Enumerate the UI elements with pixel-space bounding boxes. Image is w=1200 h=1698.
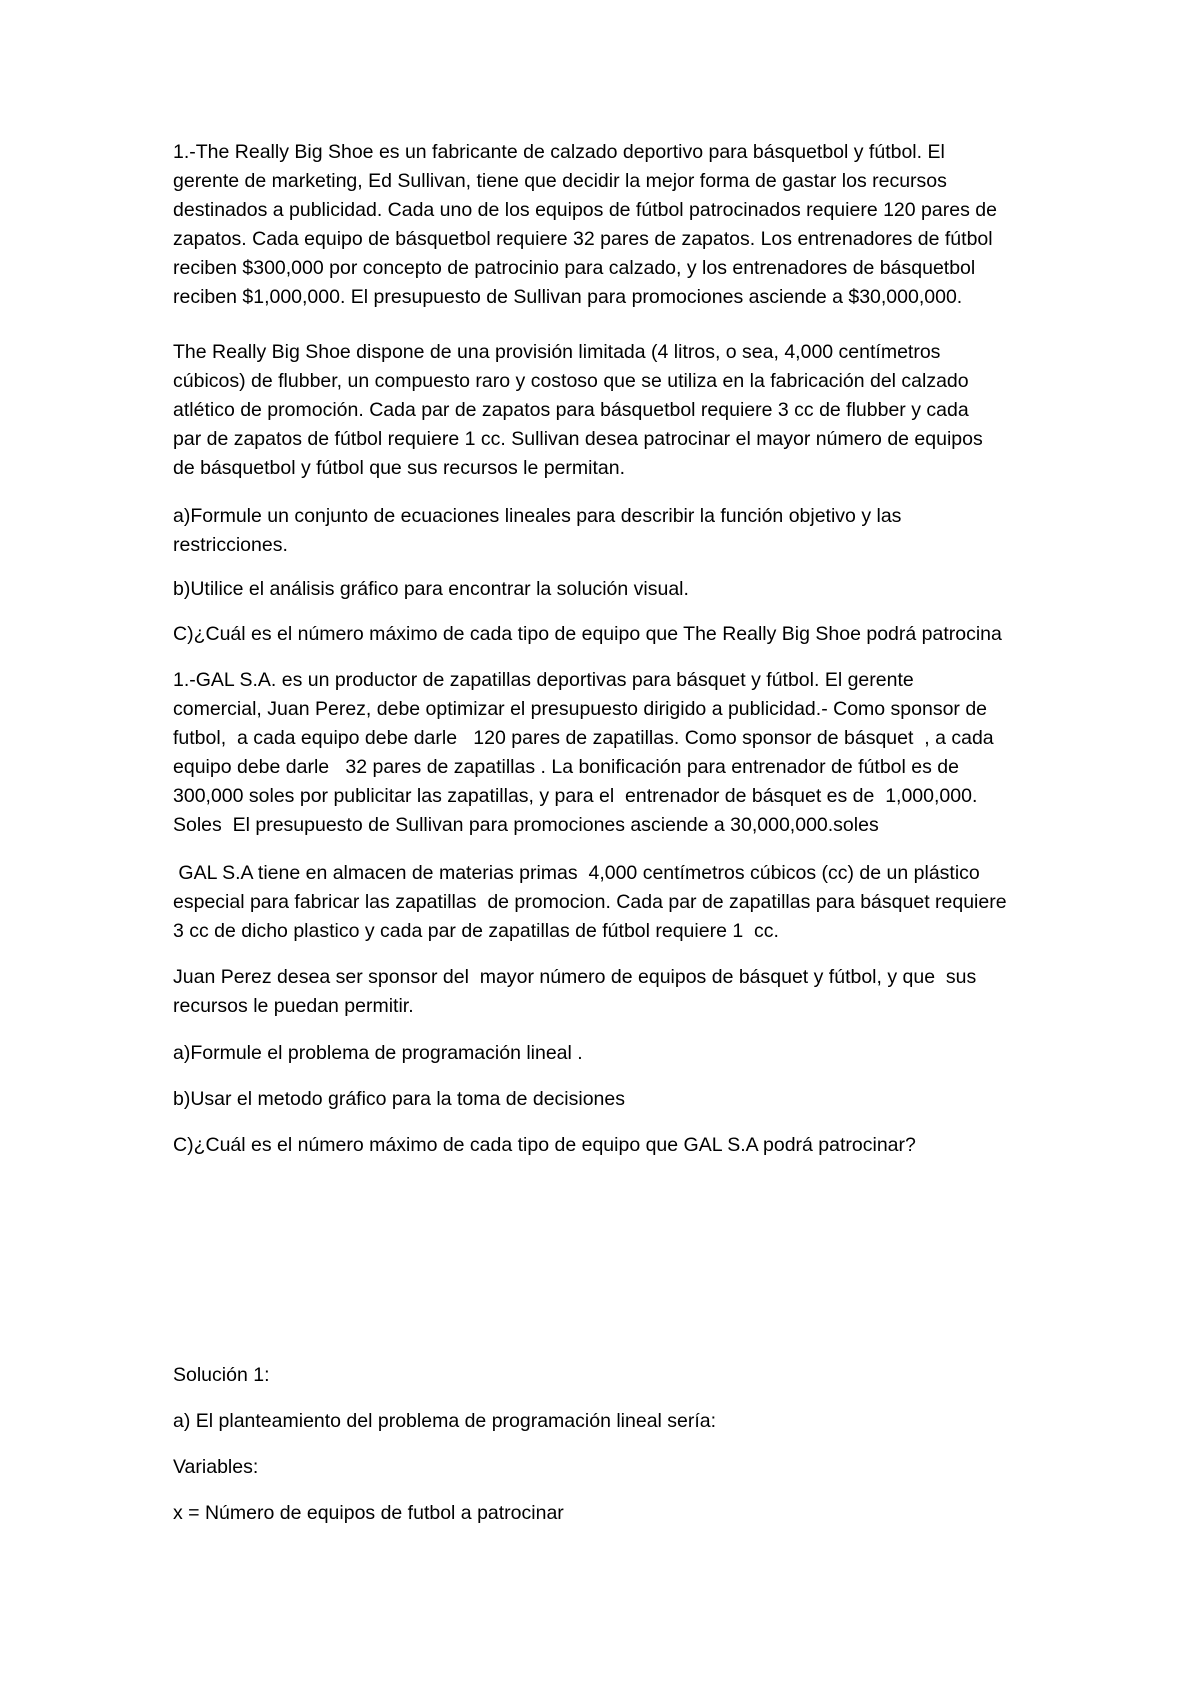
problem2-question-a [173,1039,583,1068]
text-line: x = Número de equipos de futbol a patrocinar [173,1502,564,1524]
text-line: reciben $1,000,000. El presupuesto de Sullivan para promociones asciende a $30,000,000. [173,286,963,308]
text-line: Variables: [173,1456,259,1478]
text-line: Juan Perez desea ser sponsor del mayor número de equipos de básquet y fútbol, y que sus [173,966,977,988]
text-line: comercial, Juan Perez, debe optimizar el presupuesto dirigido a publicidad.- Como sponsor de [173,698,988,720]
variable-x-definition [173,1499,564,1528]
text-line: de básquetbol y fútbol que sus recursos le permitan. [173,457,626,479]
text-line: 300,000 soles por publicitar las zapatillas, y para el entrenador de básquet es de 1,000,000. [173,785,978,807]
text-line: gerente de marketing, Ed Sullivan, tiene que decidir la mejor forma de gastar los recursos [173,170,947,192]
text-line: especial para fabricar las zapatillas de promocion. Cada par de zapatillas para básquet requiere [173,891,1007,913]
problem1-paragraph [173,138,997,312]
text-line: equipo debe darle 32 pares de zapatillas . La bonificación para entrenador de fútbol es de [173,756,959,778]
problem1-question-b [173,575,689,604]
text-line: 1.-The Really Big Shoe es un fabricante de calzado deportivo para básquetbol y fútbol. El [173,141,945,163]
text-line: GAL S.A tiene en almacen de materias primas 4,000 centímetros cúbicos (cc) de un plástico [173,862,980,884]
text-line: destinados a publicidad. Cada uno de los equipos de fútbol patrocinados requiere 120 pares de [173,199,997,221]
text-line: 1.-GAL S.A. es un productor de zapatillas deportivas para básquet y fútbol. El gerente [173,669,914,691]
text-line: a)Formule el problema de programación lineal . [173,1042,583,1064]
problem1-question-c [173,620,1002,649]
text-line: restricciones. [173,534,288,556]
text-line: 3 cc de dicho plastico y cada par de zapatillas de fútbol requiere 1 cc. [173,920,779,942]
problem2-goal-paragraph [173,963,976,1021]
text-line: atlético de promoción. Cada par de zapatos para básquetbol requiere 3 cc de flubber y cada [173,399,969,421]
text-line: The Really Big Shoe dispone de una provisión limitada (4 litros, o sea, 4,000 centímetros [173,341,941,363]
text-line: cúbicos) de flubber, un compuesto raro y costoso que se utiliza en la fabricación del calzado [173,370,969,392]
text-line: recursos le puedan permitir. [173,995,414,1017]
text-line: b)Usar el metodo gráfico para la toma de decisiones [173,1088,625,1110]
text-line: a)Formule un conjunto de ecuaciones lineales para describir la función objetivo y las [173,505,902,527]
text-line: b)Utilice el análisis gráfico para encontrar la solución visual. [173,578,689,600]
text-line: C)¿Cuál es el número máximo de cada tipo de equipo que The Really Big Shoe podrá patrocina [173,623,1002,645]
problem2-paragraph [173,666,994,840]
text-line: Solución 1: [173,1364,270,1386]
solution-title [173,1361,269,1390]
variables-label [173,1453,258,1482]
problem2-plastic-paragraph [173,859,1007,946]
problem2-question-b [173,1085,625,1114]
text-line: a) El planteamiento del problema de programación lineal sería: [173,1410,717,1432]
text-line: futbol, a cada equipo debe darle 120 pares de zapatillas. Como sponsor de básquet , a cada [173,727,994,749]
text-line: C)¿Cuál es el número máximo de cada tipo de equipo que GAL S.A podrá patrocinar? [173,1134,916,1156]
solution-part-a [173,1407,716,1436]
text-line: zapatos. Cada equipo de básquetbol requiere 32 pares de zapatos. Los entrenadores de fútbol [173,228,993,250]
problem1-question-a [173,502,901,560]
text-line: par de zapatos de fútbol requiere 1 cc. Sullivan desea patrocinar el mayor número de equipos [173,428,983,450]
text-line: Soles El presupuesto de Sullivan para promociones asciende a 30,000,000.soles [173,814,879,836]
text-line: reciben $300,000 por concepto de patrocinio para calzado, y los entrenadores de básquetbol [173,257,976,279]
problem2-question-c [173,1131,916,1160]
problem1-flubber-paragraph [173,338,983,483]
